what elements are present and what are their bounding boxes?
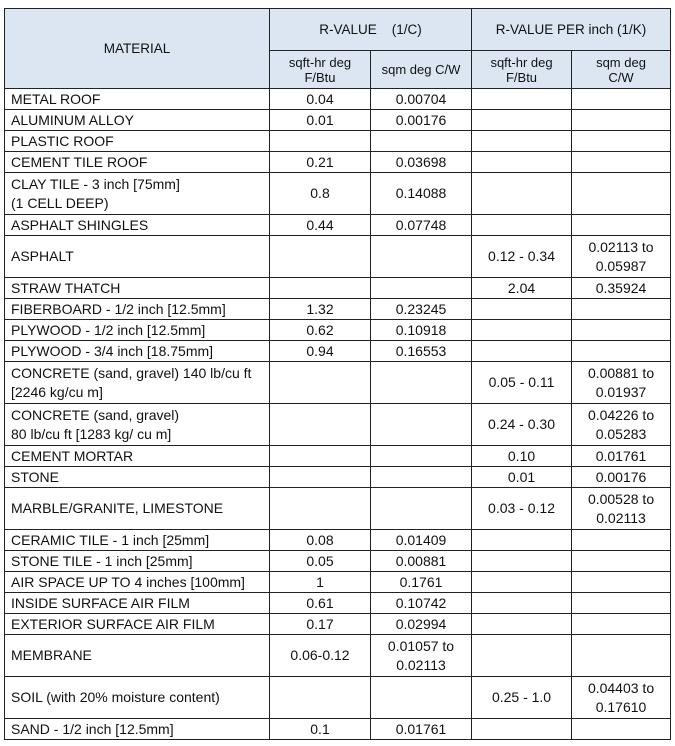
r-value-imperial-cell	[270, 278, 371, 299]
r-per-inch-metric-cell	[572, 593, 671, 614]
table-row	[5, 593, 671, 614]
r-per-inch-metric-cell	[572, 215, 671, 236]
r-per-inch-imperial-cell: 0.10	[472, 446, 572, 467]
header-row	[5, 9, 671, 51]
r-value-metric-cell: 0.23245	[371, 299, 472, 320]
r-value-imperial-cell: 0.06-0.12	[270, 635, 371, 677]
r-per-inch-imperial-cell	[472, 530, 572, 551]
r-per-inch-imperial-cell	[472, 593, 572, 614]
units-metric: sqm deg C/W	[371, 51, 472, 89]
table-body	[5, 89, 671, 740]
r-value-imperial-cell: 0.21	[270, 152, 371, 173]
material-cell: CERAMIC TILE - 1 inch [25mm]	[5, 530, 270, 551]
r-value-metric-cell: 0.07748	[371, 215, 472, 236]
material-cell: STONE	[5, 467, 270, 488]
material-cell: CEMENT MORTAR	[5, 446, 270, 467]
r-per-inch-imperial-cell	[472, 635, 572, 677]
r-value-metric-cell	[371, 488, 472, 530]
r-value-metric-cell: 0.01057 to 0.02113	[371, 635, 472, 677]
r-value-imperial-cell: 0.62	[270, 320, 371, 341]
r-per-inch-imperial-cell: 2.04	[472, 278, 572, 299]
r-per-inch-imperial-cell	[472, 341, 572, 362]
table-row	[5, 89, 671, 110]
r-per-inch-imperial-cell: 0.05 - 0.11	[472, 362, 572, 404]
r-value-metric-cell: 0.01761	[371, 719, 472, 740]
material-cell: ALUMINUM ALLOY	[5, 110, 270, 131]
table-row	[5, 110, 671, 131]
r-value-imperial-cell: 1.32	[270, 299, 371, 320]
r-value-metric-cell: 0.16553	[371, 341, 472, 362]
r-per-inch-metric-cell	[572, 110, 671, 131]
table-row	[5, 299, 671, 320]
r-value-metric-cell	[371, 131, 472, 152]
material-cell: SOIL (with 20% moisture content)	[5, 677, 270, 719]
r-value-imperial-cell: 0.61	[270, 593, 371, 614]
r-value-imperial-cell	[270, 488, 371, 530]
r-per-inch-imperial-cell	[472, 572, 572, 593]
table-row	[5, 278, 671, 299]
table-container	[4, 8, 671, 740]
table-row	[5, 131, 671, 152]
material-cell: METAL ROOF	[5, 89, 270, 110]
r-per-inch-imperial-cell	[472, 320, 572, 341]
r-per-inch-imperial-cell: 0.01	[472, 467, 572, 488]
r-per-inch-imperial-cell	[472, 110, 572, 131]
material-cell: EXTERIOR SURFACE AIR FILM	[5, 614, 270, 635]
r-value-metric-cell	[371, 677, 472, 719]
r-value-imperial-cell: 0.05	[270, 551, 371, 572]
table-row	[5, 719, 671, 740]
table-row	[5, 467, 671, 488]
table-row	[5, 572, 671, 593]
r-value-imperial-cell: 0.94	[270, 341, 371, 362]
r-per-inch-metric-cell: 0.02113 to 0.05987	[572, 236, 671, 278]
r-per-inch-imperial-cell: 0.24 - 0.30	[472, 404, 572, 446]
r-value-imperial-cell: 0.8	[270, 173, 371, 215]
table-row	[5, 236, 671, 278]
r-per-inch-imperial-cell	[472, 131, 572, 152]
r-per-inch-imperial-cell: 0.03 - 0.12	[472, 488, 572, 530]
material-cell: CONCRETE (sand, gravel) 140 lb/cu ft [2246 kg/cu m]	[5, 362, 270, 404]
r-value-per-inch-header: R-VALUE PER inch (1/K)	[472, 9, 671, 51]
material-cell: PLYWOOD - 1/2 inch [12.5mm]	[5, 320, 270, 341]
r-per-inch-metric-cell	[572, 131, 671, 152]
table-row	[5, 362, 671, 404]
r-per-inch-metric-cell: 0.00881 to 0.01937	[572, 362, 671, 404]
r-value-metric-cell	[371, 278, 472, 299]
r-per-inch-imperial-cell	[472, 215, 572, 236]
r-value-metric-cell: 0.10918	[371, 320, 472, 341]
r-value-metric-cell	[371, 446, 472, 467]
material-cell: AIR SPACE UP TO 4 inches [100mm]	[5, 572, 270, 593]
r-value-imperial-cell	[270, 236, 371, 278]
r-value-metric-cell: 0.1761	[371, 572, 472, 593]
material-cell: MEMBRANE	[5, 635, 270, 677]
r-value-imperial-cell	[270, 446, 371, 467]
r-value-header: R-VALUE (1/C)	[270, 9, 472, 51]
r-value-metric-cell	[371, 362, 472, 404]
r-per-inch-metric-cell: 0.00528 to 0.02113	[572, 488, 671, 530]
material-cell: FIBERBOARD - 1/2 inch [12.5mm]	[5, 299, 270, 320]
material-cell: ASPHALT SHINGLES	[5, 215, 270, 236]
table-row	[5, 488, 671, 530]
r-value-metric-cell: 0.01409	[371, 530, 472, 551]
material-cell: INSIDE SURFACE AIR FILM	[5, 593, 270, 614]
r-per-inch-metric-cell	[572, 299, 671, 320]
material-cell: STRAW THATCH	[5, 278, 270, 299]
units-imperial: sqft-hr deg F/Btu	[270, 51, 371, 89]
r-per-inch-imperial-cell: 0.25 - 1.0	[472, 677, 572, 719]
units-imperial-per-inch: sqft-hr deg F/Btu	[472, 51, 572, 89]
units-metric-per-inch: sqm deg C/W	[572, 51, 671, 89]
table-row	[5, 152, 671, 173]
r-value-metric-cell	[371, 236, 472, 278]
table-row	[5, 530, 671, 551]
table-row	[5, 173, 671, 215]
r-per-inch-imperial-cell	[472, 614, 572, 635]
r-per-inch-imperial-cell	[472, 551, 572, 572]
r-value-imperial-cell: 1	[270, 572, 371, 593]
r-value-metric-cell: 0.03698	[371, 152, 472, 173]
r-value-metric-cell: 0.00704	[371, 89, 472, 110]
r-value-imperial-cell	[270, 131, 371, 152]
r-per-inch-imperial-cell	[472, 89, 572, 110]
r-value-metric-cell: 0.00176	[371, 110, 472, 131]
r-per-inch-metric-cell	[572, 551, 671, 572]
r-per-inch-metric-cell	[572, 572, 671, 593]
r-value-metric-cell: 0.14088	[371, 173, 472, 215]
table-row	[5, 341, 671, 362]
r-per-inch-metric-cell: 0.00176	[572, 467, 671, 488]
material-cell: STONE TILE - 1 inch [25mm]	[5, 551, 270, 572]
r-value-metric-cell	[371, 467, 472, 488]
r-per-inch-imperial-cell	[472, 719, 572, 740]
r-per-inch-metric-cell	[572, 173, 671, 215]
r-value-metric-cell	[371, 404, 472, 446]
r-value-imperial-cell	[270, 362, 371, 404]
material-cell: MARBLE/GRANITE, LIMESTONE	[5, 488, 270, 530]
r-per-inch-metric-cell: 0.04226 to 0.05283	[572, 404, 671, 446]
table-row	[5, 404, 671, 446]
r-per-inch-metric-cell	[572, 635, 671, 677]
table-row	[5, 215, 671, 236]
table-row	[5, 614, 671, 635]
material-cell: ASPHALT	[5, 236, 270, 278]
r-per-inch-metric-cell	[572, 89, 671, 110]
material-cell: PLASTIC ROOF	[5, 131, 270, 152]
r-per-inch-metric-cell	[572, 152, 671, 173]
r-value-imperial-cell: 0.1	[270, 719, 371, 740]
r-value-imperial-cell: 0.17	[270, 614, 371, 635]
r-per-inch-metric-cell	[572, 320, 671, 341]
r-value-metric-cell: 0.02994	[371, 614, 472, 635]
r-value-imperial-cell: 0.08	[270, 530, 371, 551]
r-per-inch-metric-cell: 0.35924	[572, 278, 671, 299]
r-per-inch-metric-cell: 0.04403 to 0.17610	[572, 677, 671, 719]
material-cell: CEMENT TILE ROOF	[5, 152, 270, 173]
r-value-metric-cell: 0.10742	[371, 593, 472, 614]
material-cell: SAND - 1/2 inch [12.5mm]	[5, 719, 270, 740]
r-value-imperial-cell: 0.44	[270, 215, 371, 236]
material-cell: CLAY TILE - 3 inch [75mm] (1 CELL DEEP)	[5, 173, 270, 215]
table-row	[5, 677, 671, 719]
r-per-inch-metric-cell	[572, 530, 671, 551]
r-value-imperial-cell: 0.04	[270, 89, 371, 110]
material-cell: CONCRETE (sand, gravel) 80 lb/cu ft [1283 kg/ cu m]	[5, 404, 270, 446]
r-per-inch-imperial-cell	[472, 152, 572, 173]
r-value-imperial-cell	[270, 677, 371, 719]
r-per-inch-metric-cell: 0.01761	[572, 446, 671, 467]
table-row	[5, 446, 671, 467]
r-per-inch-metric-cell	[572, 614, 671, 635]
table-row	[5, 551, 671, 572]
r-value-imperial-cell	[270, 467, 371, 488]
r-value-metric-cell: 0.00881	[371, 551, 472, 572]
r-value-table	[4, 8, 671, 740]
r-per-inch-imperial-cell	[472, 173, 572, 215]
r-per-inch-imperial-cell	[472, 299, 572, 320]
r-value-imperial-cell	[270, 404, 371, 446]
table-row	[5, 635, 671, 677]
material-cell: PLYWOOD - 3/4 inch [18.75mm]	[5, 341, 270, 362]
r-per-inch-metric-cell	[572, 341, 671, 362]
material-header: MATERIAL	[5, 9, 270, 89]
r-per-inch-imperial-cell: 0.12 - 0.34	[472, 236, 572, 278]
r-value-imperial-cell: 0.01	[270, 110, 371, 131]
r-per-inch-metric-cell	[572, 719, 671, 740]
table-row	[5, 320, 671, 341]
